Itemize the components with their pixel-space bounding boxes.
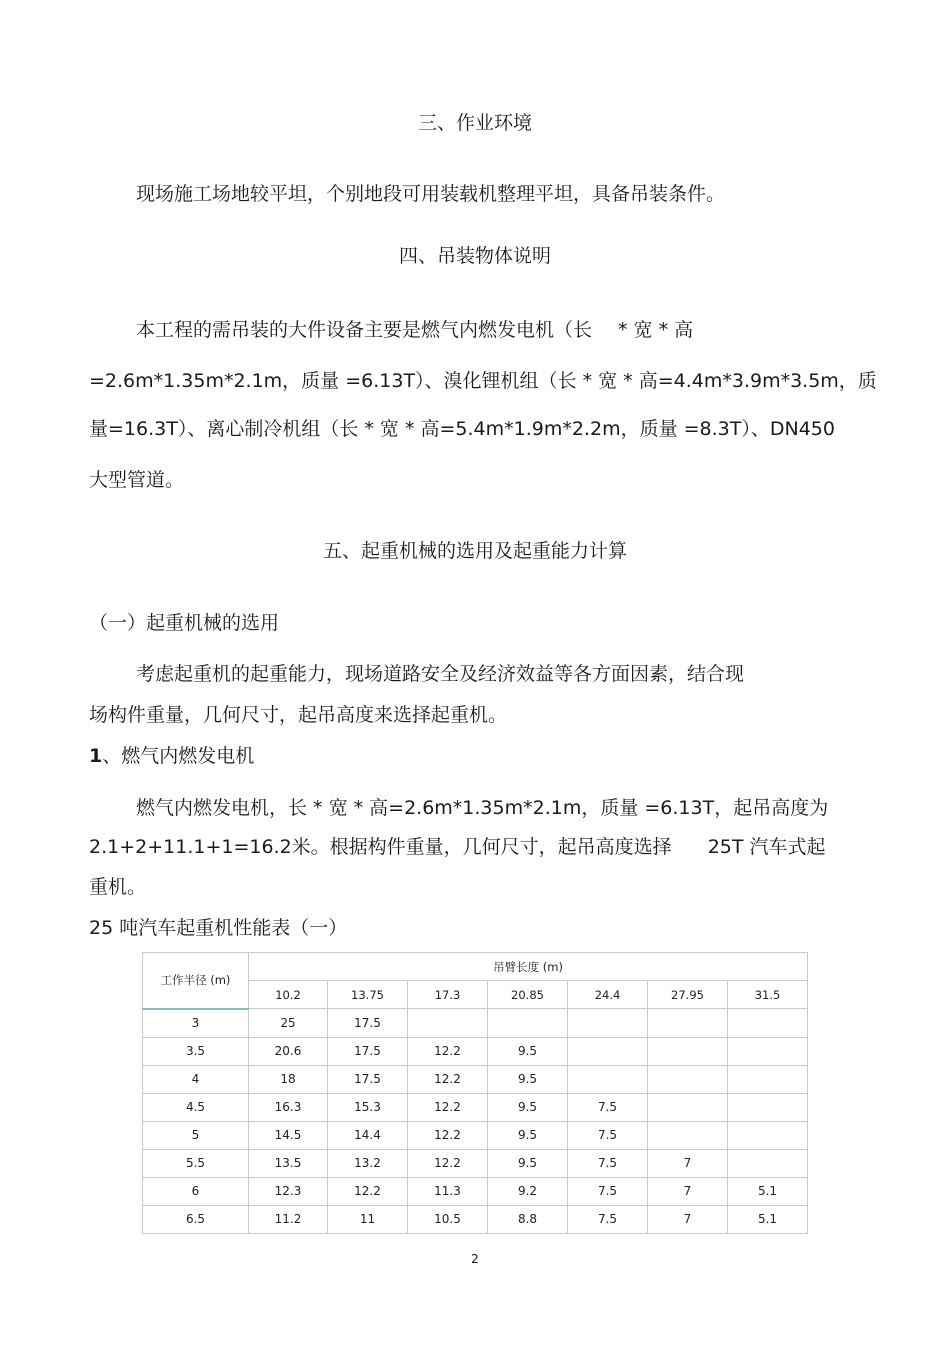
capacity-cell: 15.3 bbox=[328, 1093, 408, 1121]
table-row bbox=[143, 1037, 808, 1065]
table-row bbox=[143, 1205, 808, 1233]
description-dimensions: * 宽 * 高 bbox=[618, 319, 694, 341]
working-radius-cell: 3.5 bbox=[143, 1037, 249, 1065]
generator-line-2 bbox=[89, 834, 826, 860]
table-row bbox=[143, 1121, 808, 1149]
capacity-cell bbox=[648, 1009, 728, 1038]
item-heading-generator bbox=[89, 743, 254, 769]
capacity-cell: 8.8 bbox=[488, 1205, 568, 1233]
table-body bbox=[143, 1009, 808, 1234]
table-row bbox=[143, 1065, 808, 1093]
section-heading-work-environment: 三、作业环境 bbox=[417, 112, 532, 134]
description-line-3: 量=16.3T）、离心制冷机组（长 * 宽 * 高=5.4m*1.9m*2.2m，质量 =8.3T）、DN450 bbox=[89, 418, 835, 440]
working-radius-cell: 3 bbox=[143, 1009, 249, 1038]
table-row bbox=[143, 1009, 808, 1038]
table-row bbox=[143, 1177, 808, 1205]
crane-choice: 25T 汽车式起 bbox=[707, 836, 826, 858]
capacity-cell bbox=[568, 1037, 648, 1065]
table-row bbox=[143, 1149, 808, 1177]
consideration-line-1: 考虑起重机的起重能力，现场道路安全及经济效益等各方面因素，结合现 bbox=[136, 663, 745, 685]
capacity-cell: 9.5 bbox=[488, 1121, 568, 1149]
capacity-cell: 16.3 bbox=[249, 1093, 328, 1121]
capacity-cell bbox=[728, 1037, 808, 1065]
capacity-cell: 9.5 bbox=[488, 1149, 568, 1177]
capacity-cell: 11.3 bbox=[408, 1177, 488, 1205]
capacity-cell: 7.5 bbox=[568, 1121, 648, 1149]
item-number: 1 bbox=[89, 745, 103, 767]
capacity-cell: 18 bbox=[249, 1065, 328, 1093]
crane-performance-table bbox=[142, 952, 808, 1234]
boom-length-column: 27.95 bbox=[648, 981, 728, 1009]
capacity-cell bbox=[728, 1093, 808, 1121]
capacity-cell: 11 bbox=[328, 1205, 408, 1233]
capacity-cell bbox=[728, 1065, 808, 1093]
capacity-cell bbox=[728, 1009, 808, 1038]
capacity-cell bbox=[408, 1009, 488, 1038]
capacity-cell: 25 bbox=[249, 1009, 328, 1038]
description-line-1-text: 本工程的需吊装的大件设备主要是燃气内燃发电机（长 bbox=[136, 319, 593, 341]
capacity-cell bbox=[648, 1065, 728, 1093]
capacity-cell: 7 bbox=[648, 1205, 728, 1233]
table-title: 25 吨汽车起重机性能表（一） bbox=[89, 917, 348, 939]
generator-line-2-text: 2.1+2+11.1+1=16.2米。根据构件重量，几何尺寸，起吊高度选择 bbox=[89, 836, 672, 858]
environment-paragraph: 现场施工场地较平坦，个别地段可用装载机整理平坦，具备吊装条件。 bbox=[136, 183, 726, 205]
capacity-cell: 7.5 bbox=[568, 1205, 648, 1233]
capacity-cell: 17.5 bbox=[328, 1065, 408, 1093]
capacity-cell: 5.1 bbox=[728, 1177, 808, 1205]
boom-length-column: 24.4 bbox=[568, 981, 648, 1009]
capacity-cell bbox=[728, 1149, 808, 1177]
item-title: 、燃气内燃发电机 bbox=[102, 745, 255, 767]
capacity-cell: 11.2 bbox=[249, 1205, 328, 1233]
capacity-cell: 7.5 bbox=[568, 1093, 648, 1121]
subsection-heading: （一）起重机械的选用 bbox=[89, 612, 280, 634]
capacity-cell: 12.2 bbox=[408, 1037, 488, 1065]
capacity-cell: 7 bbox=[648, 1177, 728, 1205]
capacity-cell: 12.2 bbox=[408, 1121, 488, 1149]
capacity-cell bbox=[648, 1121, 728, 1149]
capacity-cell: 7.5 bbox=[568, 1177, 648, 1205]
capacity-cell: 12.2 bbox=[408, 1065, 488, 1093]
capacity-cell: 10.5 bbox=[408, 1205, 488, 1233]
description-line-4: 大型管道。 bbox=[89, 469, 185, 491]
capacity-cell: 12.2 bbox=[408, 1093, 488, 1121]
section-heading-crane-selection: 五、起重机械的选用及起重能力计算 bbox=[322, 540, 627, 562]
boom-length-column: 17.3 bbox=[408, 981, 488, 1009]
capacity-cell: 17.5 bbox=[328, 1037, 408, 1065]
description-line-2: =2.6m*1.35m*2.1m，质量 =6.13T）、溴化锂机组（长 * 宽 * 高=4.4m*3.9m*3.5m，质 bbox=[89, 370, 877, 392]
capacity-cell: 9.2 bbox=[488, 1177, 568, 1205]
capacity-cell bbox=[568, 1065, 648, 1093]
row-header-working-radius: 工作半径 (m) bbox=[143, 953, 249, 1009]
working-radius-cell: 4 bbox=[143, 1065, 249, 1093]
description-line-1 bbox=[136, 317, 693, 343]
capacity-cell: 7 bbox=[648, 1149, 728, 1177]
capacity-cell: 12.3 bbox=[249, 1177, 328, 1205]
table-row bbox=[143, 1093, 808, 1121]
capacity-cell: 12.2 bbox=[328, 1177, 408, 1205]
boom-length-column: 13.75 bbox=[328, 981, 408, 1009]
column-group-boom-length: 吊臂长度 (m) bbox=[249, 953, 808, 981]
capacity-cell bbox=[568, 1009, 648, 1038]
working-radius-cell: 6 bbox=[143, 1177, 249, 1205]
working-radius-cell: 5.5 bbox=[143, 1149, 249, 1177]
capacity-cell bbox=[488, 1009, 568, 1038]
capacity-cell: 14.5 bbox=[249, 1121, 328, 1149]
page-number: 2 bbox=[471, 1252, 479, 1266]
capacity-cell: 17.5 bbox=[328, 1009, 408, 1038]
capacity-cell bbox=[648, 1037, 728, 1065]
capacity-cell: 12.2 bbox=[408, 1149, 488, 1177]
capacity-cell: 14.4 bbox=[328, 1121, 408, 1149]
generator-line-1: 燃气内燃发电机，长 * 宽 * 高=2.6m*1.35m*2.1m，质量 =6.13T，起吊高度为 bbox=[136, 797, 829, 819]
working-radius-cell: 5 bbox=[143, 1121, 249, 1149]
consideration-line-2: 场构件重量，几何尺寸，起吊高度来选择起重机。 bbox=[89, 704, 508, 726]
working-radius-cell: 4.5 bbox=[143, 1093, 249, 1121]
capacity-cell: 9.5 bbox=[488, 1037, 568, 1065]
capacity-cell: 9.5 bbox=[488, 1093, 568, 1121]
boom-length-column: 20.85 bbox=[488, 981, 568, 1009]
working-radius-cell: 6.5 bbox=[143, 1205, 249, 1233]
capacity-cell bbox=[648, 1093, 728, 1121]
boom-length-column: 31.5 bbox=[728, 981, 808, 1009]
capacity-cell: 20.6 bbox=[249, 1037, 328, 1065]
generator-line-3: 重机。 bbox=[89, 876, 147, 898]
capacity-cell bbox=[728, 1121, 808, 1149]
capacity-cell: 9.5 bbox=[488, 1065, 568, 1093]
section-heading-lifting-objects: 四、吊装物体说明 bbox=[398, 245, 551, 267]
capacity-cell: 13.2 bbox=[328, 1149, 408, 1177]
capacity-cell: 7.5 bbox=[568, 1149, 648, 1177]
boom-length-column: 10.2 bbox=[249, 981, 328, 1009]
capacity-cell: 5.1 bbox=[728, 1205, 808, 1233]
capacity-cell: 13.5 bbox=[249, 1149, 328, 1177]
